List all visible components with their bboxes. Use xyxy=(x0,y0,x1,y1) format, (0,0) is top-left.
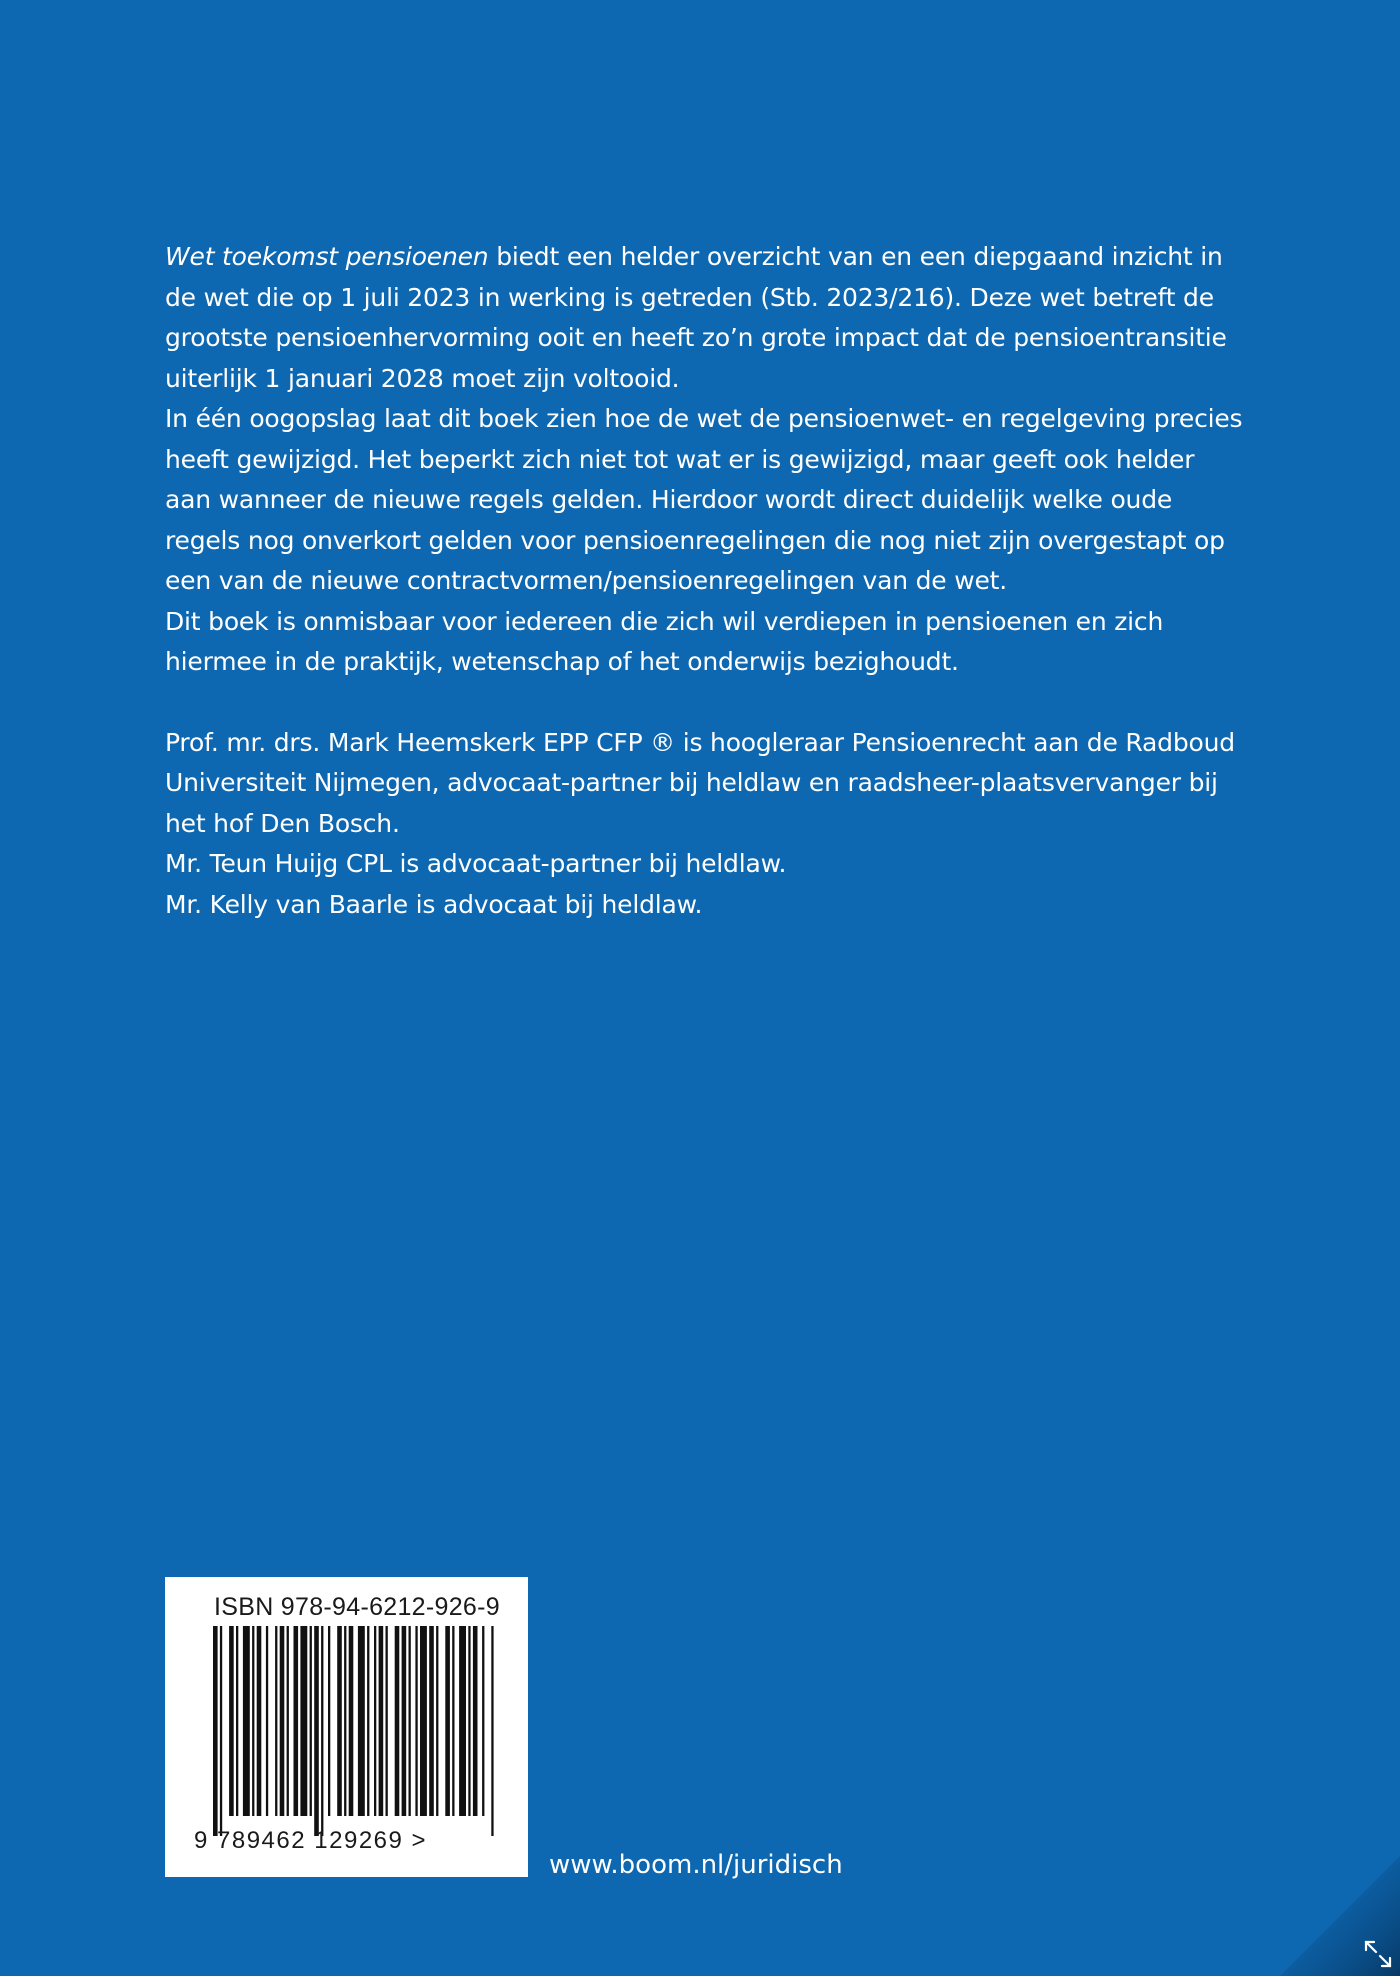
barcode-bar xyxy=(386,1626,388,1816)
barcode-bar xyxy=(436,1626,438,1816)
author-bio-huijg: Mr. Teun Huijg CPL is advocaat-partner bij heldlaw. xyxy=(165,849,787,878)
barcode-bar xyxy=(300,1626,307,1816)
barcode-bar xyxy=(420,1626,427,1816)
blurb-intro-text: biedt een helder overzicht van en een diepgaand inzicht in de wet die op 1 juli 2023 in werking is getreden (Stb. 2023/216). Deze wet betreft de grootste pensioenhervorming ooit en heeft zo’n grote impact dat de pensioentransitie uiterlijk 1 januari 2028 moet zijn voltooid. xyxy=(165,242,1227,393)
paragraph-gap xyxy=(165,683,1245,723)
barcode-bar xyxy=(445,1626,450,1816)
barcode-bar xyxy=(314,1626,319,1836)
barcode-bar xyxy=(257,1626,262,1816)
barcode-bar xyxy=(337,1626,342,1816)
barcode-bar xyxy=(243,1626,250,1816)
author-bio-heemskerk: Prof. mr. drs. Mark Heemskerk EPP CFP ® is hoogleraar Pensioenrecht aan de Radboud Universiteit Nijmegen, advocaat-partner bij heldlaw en raadsheer-plaatsvervanger bij het hof Den Bosch. xyxy=(165,727,1235,838)
barcode-bar xyxy=(349,1626,354,1816)
barcode-bar xyxy=(491,1626,493,1836)
barcode-bar xyxy=(473,1626,478,1816)
barcode-bar xyxy=(321,1626,323,1836)
back-cover-blurb xyxy=(165,237,1245,925)
barcode-bar xyxy=(236,1626,238,1816)
barcode-bar xyxy=(452,1626,454,1816)
barcode-bar xyxy=(229,1626,234,1816)
barcode-bar xyxy=(275,1626,277,1816)
barcode-bar xyxy=(220,1626,222,1836)
barcode-bar xyxy=(409,1626,411,1816)
author-bio-van-baarle: Mr. Kelly van Baarle is advocaat bij heldlaw. xyxy=(165,889,703,919)
isbn-label: ISBN 978-94-6212-926-9 xyxy=(214,1593,500,1621)
publisher-url: www.boom.nl/juridisch xyxy=(549,1850,843,1880)
blurb-paragraph-scope: In één oogopslag laat dit boek zien hoe de wet de pensioenwet- en regelgeving precies heeft gewijzigd. Het beperkt zich niet tot wat er is gewijzigd, maar geeft ook helder aan wanneer de nieuwe regels gelden. Hierdoor wordt direct duidelijk welke oude regels nog onverkort gelden voor pensioenregelingen die nog niet zijn overgestapt op een van de nieuwe contractvormen/pensioenregelingen van de wet. xyxy=(165,404,1243,595)
barcode-bar xyxy=(252,1626,254,1816)
page-curl-corner xyxy=(1280,1856,1400,1976)
blurb-paragraph-audience: Dit boek is onmisbaar voor iedereen die zich wil verdiepen in pensioenen en zich hiermee in de praktijk, wetenschap of het onderwijs bezighoudt. xyxy=(165,606,1164,676)
barcode-bar xyxy=(429,1626,434,1816)
blurb-paragraph-intro xyxy=(165,237,1245,399)
barcode-bar xyxy=(266,1626,268,1816)
barcode-bar xyxy=(213,1626,218,1836)
barcode-bar xyxy=(379,1626,384,1816)
barcode-bar xyxy=(459,1626,466,1816)
barcode-bar xyxy=(328,1626,330,1816)
barcode-digits: 9 789462 129269 > xyxy=(194,1827,428,1854)
barcode xyxy=(165,1626,528,1836)
barcode-bar xyxy=(367,1626,369,1816)
barcode-bar xyxy=(358,1626,365,1816)
isbn-barcode-box xyxy=(165,1577,528,1877)
barcode-bar xyxy=(280,1626,285,1816)
barcode-bar xyxy=(482,1626,484,1816)
barcode-bar xyxy=(310,1626,312,1816)
barcode-bar xyxy=(287,1626,289,1816)
barcode-bar xyxy=(344,1626,346,1816)
barcode-bar xyxy=(402,1626,407,1816)
barcode-bar xyxy=(415,1626,417,1816)
barcode-bar xyxy=(468,1626,470,1816)
book-title-italic: Wet toekomst pensioenen xyxy=(165,242,489,271)
barcode-bar xyxy=(395,1626,400,1816)
barcode-bar xyxy=(374,1626,376,1816)
barcode-bar xyxy=(294,1626,299,1816)
